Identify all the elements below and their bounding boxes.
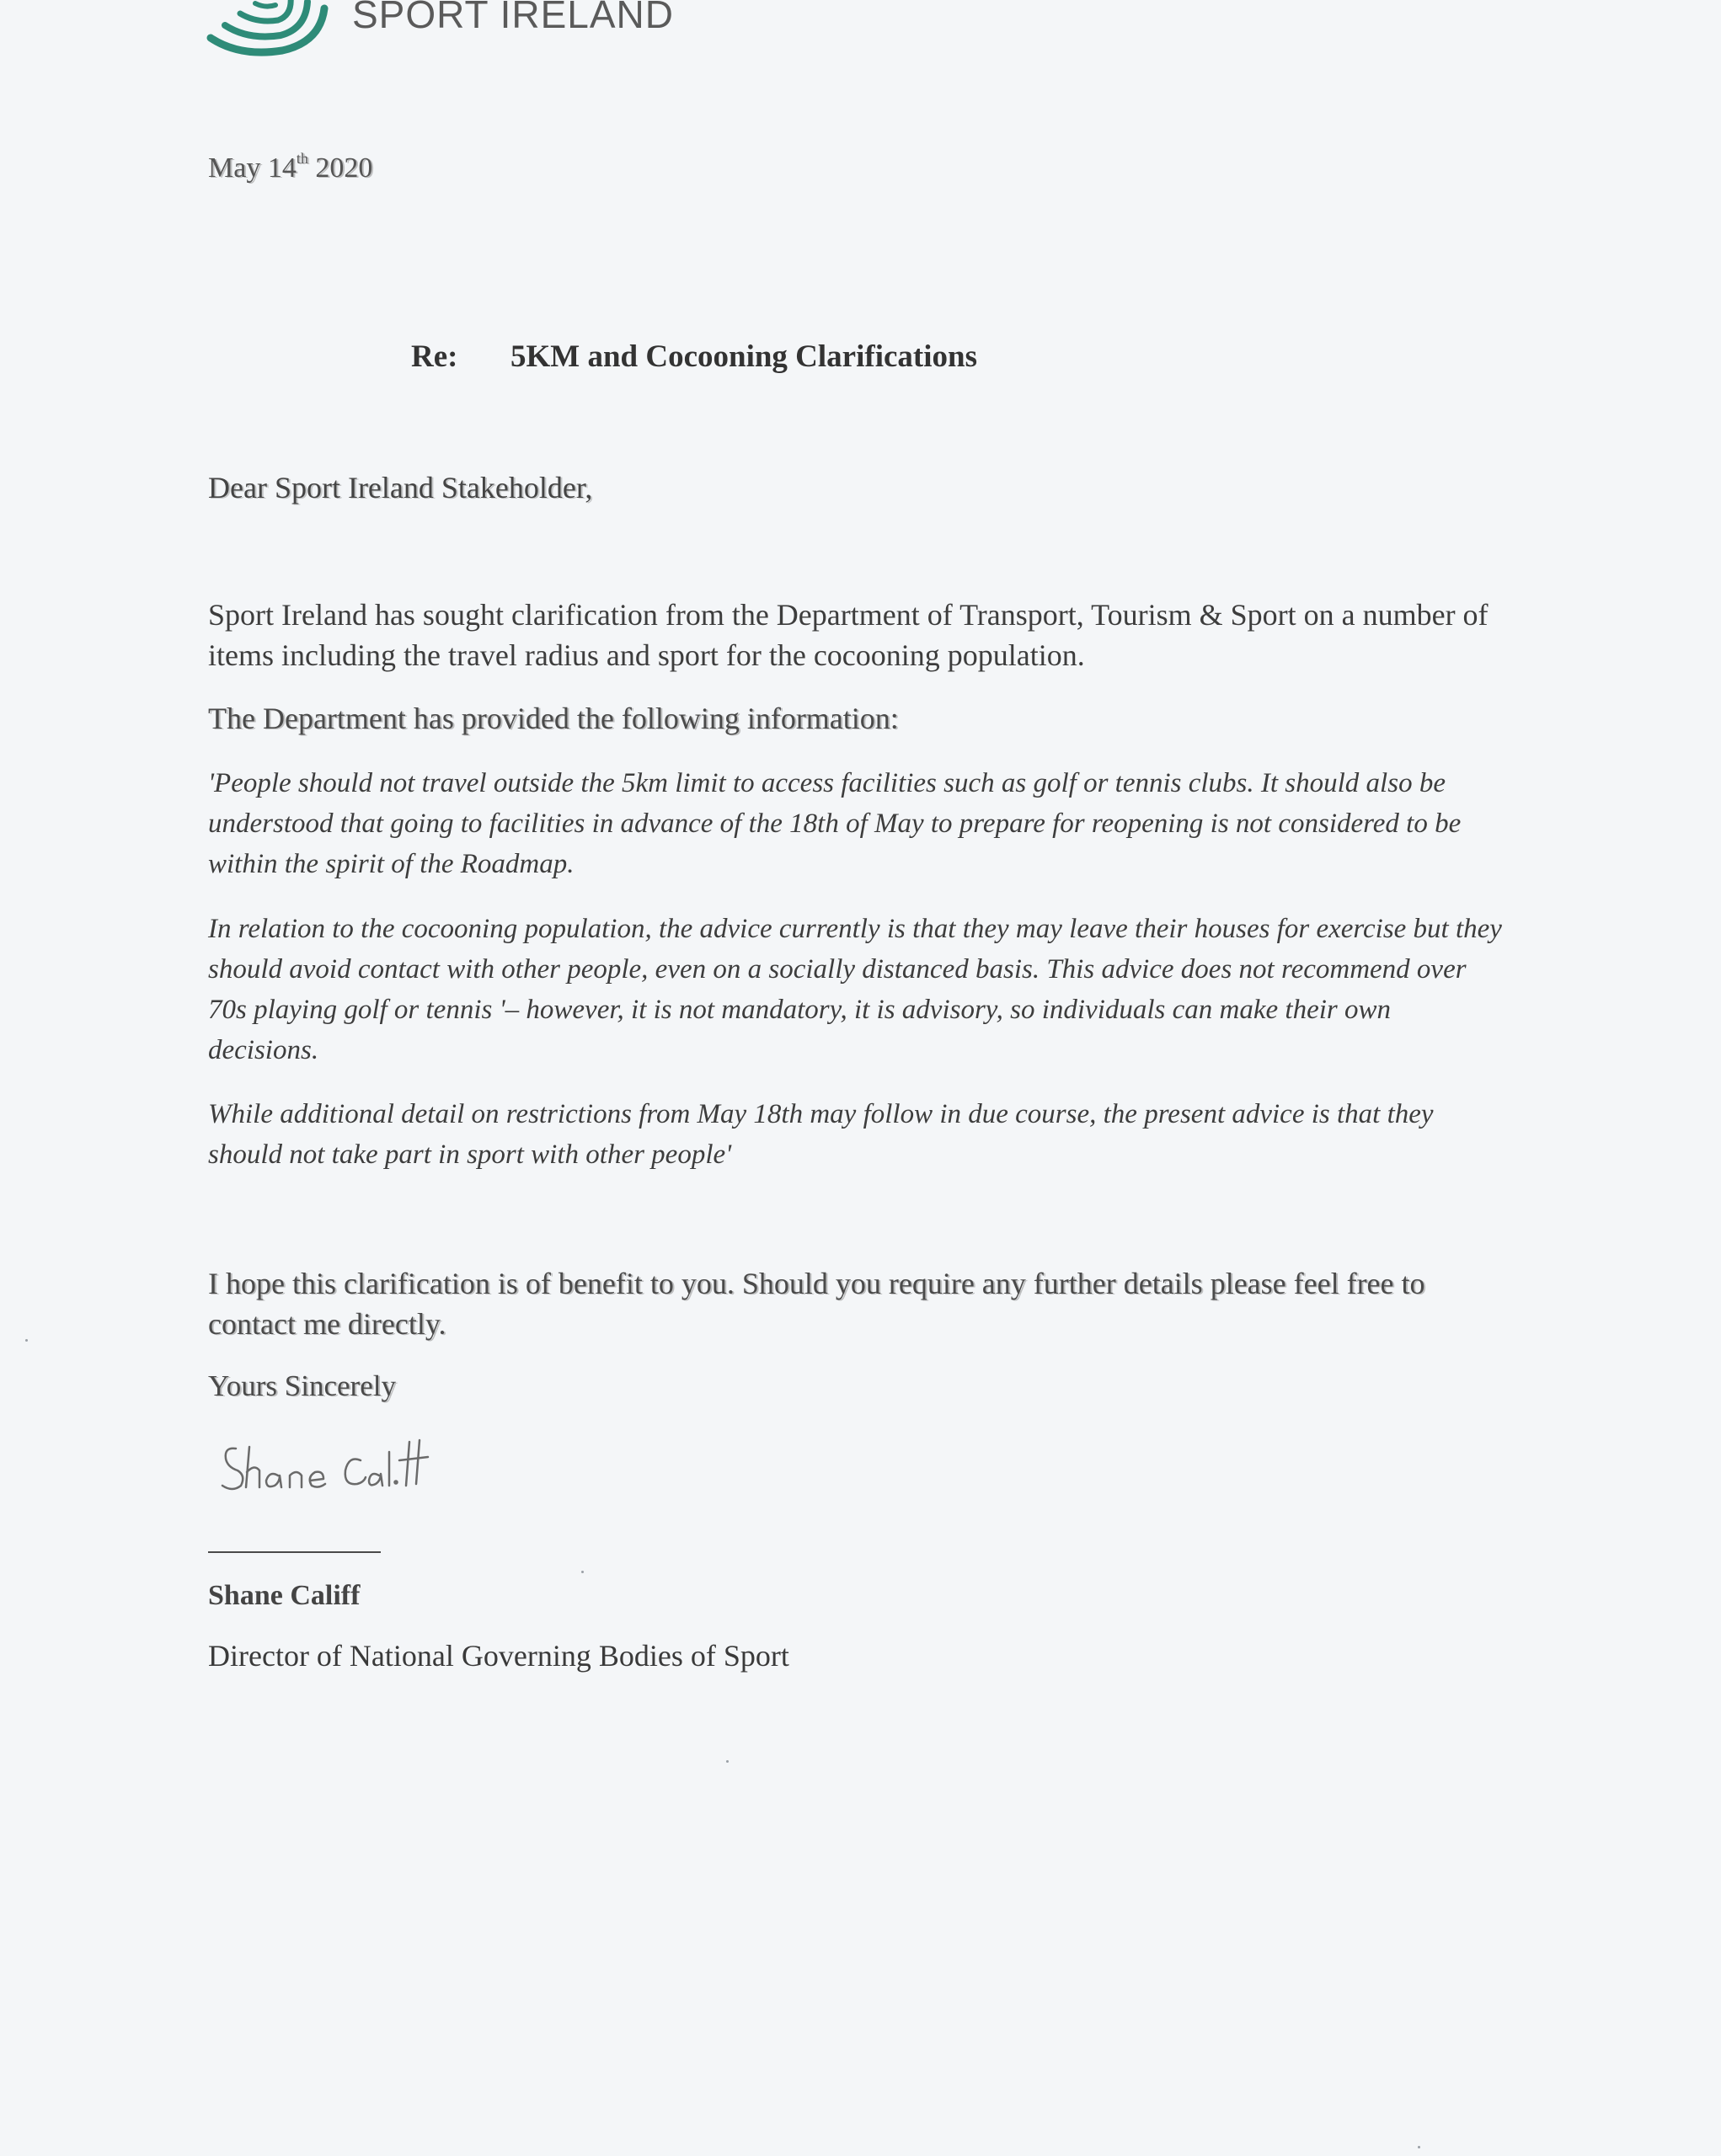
date-day: May 14 [208,152,297,184]
signer-title: Director of National Governing Bodies of Sport [208,1639,789,1673]
signature-line [208,1551,381,1553]
handwritten-signature [217,1432,436,1508]
organization-name: SPORT IRELAND [352,0,674,36]
scan-speck [581,1571,584,1573]
subject-label: Re: [411,339,458,374]
letter-date [208,150,372,184]
signer-name: Shane Califf [208,1580,361,1611]
sport-ireland-logo-icon [206,0,333,59]
scan-speck [726,1760,729,1763]
closing-paragraph: I hope this clarification is of benefit to you. Should you require any further details please feel free to contact me directly. [208,1267,1425,1341]
subject-text: 5KM and Cocooning Clarifications [510,339,977,374]
subject-line [411,339,977,375]
date-suffix: th [296,150,308,167]
scan-speck [1418,2146,1420,2148]
scan-speck [25,1339,28,1342]
quote-paragraph-3: While additional detail on restrictions from May 18th may follow in due course, the present advice is that they should not take part in sport with other people' [208,1099,1434,1170]
department-line: The Department has provided the following information: [208,702,899,735]
salutation: Dear Sport Ireland Stakeholder, [208,471,593,504]
intro-paragraph: Sport Ireland has sought clarification from the Department of Transport, Tourism & Sport on a number of items including the travel radius and sport for the cocooning population. [208,598,1489,672]
date-year: 2020 [315,152,373,184]
quote-paragraph-1: 'People should not travel outside the 5km limit to access facilities such as golf or tennis clubs. It should also be understood that going to facilities in advance of the 18th of May to prepare for reopening is not considered to be within the spirit of the Roadmap. [208,768,1462,879]
signoff: Yours Sincerely [208,1369,396,1402]
quote-paragraph-2: In relation to the cocooning population, the advice currently is that they may leave their houses for exercise but they should avoid contact with other people, even on a socially distanced basis. This advice does not recommend over 70s playing golf or tennis '– however, it is not mandatory, it is advisory, so individuals can make their own decisions. [208,914,1502,1065]
